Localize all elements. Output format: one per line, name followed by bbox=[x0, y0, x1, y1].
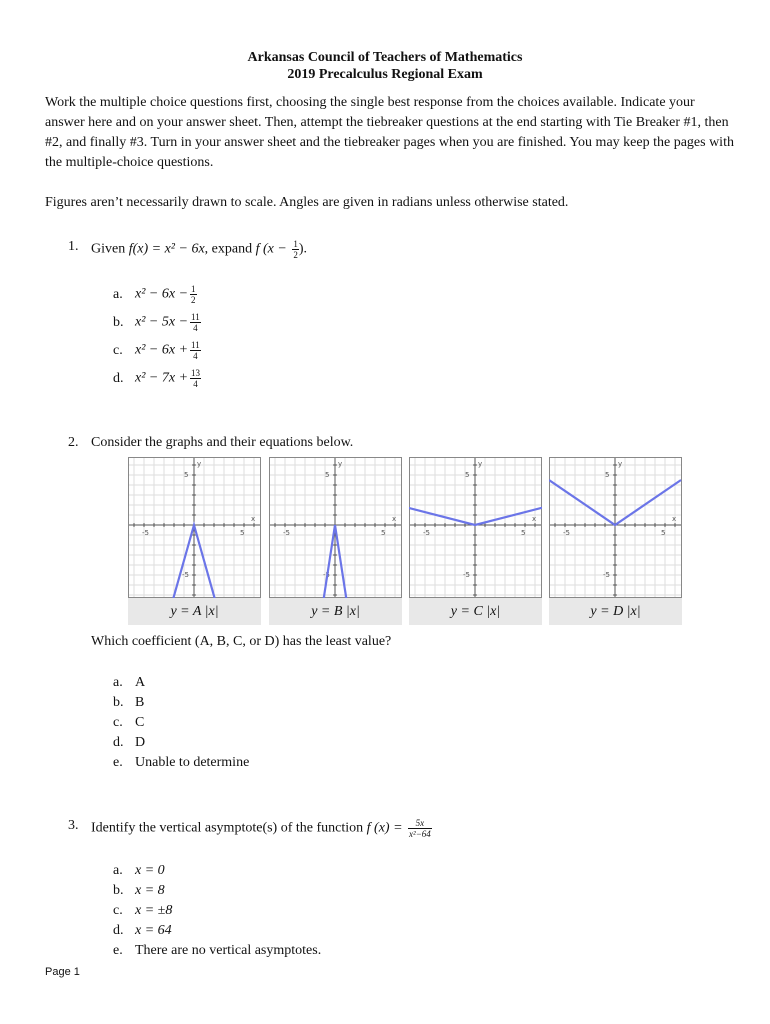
graph-b-plot bbox=[269, 457, 402, 598]
graph-d bbox=[549, 457, 682, 627]
graph-c-tick-pos-x: 5 bbox=[521, 529, 526, 537]
q1-option-c[interactable]: c. x² − 6x + $\frac{11}{4}$ bbox=[113, 340, 200, 361]
graph-c-y-label: y bbox=[478, 460, 483, 468]
graph-d-tick-pos-y: 5 bbox=[605, 471, 610, 479]
graph-b-tick-neg-x: -5 bbox=[283, 529, 290, 537]
graph-b bbox=[269, 457, 402, 627]
q3-option-a[interactable]: a. x = 0 bbox=[113, 863, 165, 878]
q2-option-a[interactable]: a. A bbox=[113, 675, 146, 690]
graph-b-label: y = B |x| bbox=[269, 598, 402, 625]
q2-question: Which coefficient (A, B, C, or D) has the least value? bbox=[91, 634, 392, 649]
q3-text bbox=[91, 818, 432, 839]
q3-option-e[interactable]: e. There are no vertical asymptotes. bbox=[113, 943, 322, 958]
graph-a-x-label: x bbox=[251, 515, 256, 523]
graph-a-tick-pos-y: 5 bbox=[184, 471, 189, 479]
q3-option-c[interactable]: c. x = ±8 bbox=[113, 903, 173, 918]
q3-lead: Identify the vertical asymptote(s) of the function bbox=[91, 820, 364, 836]
instructions-paragraph: Work the multiple choice questions first, choosing the single best response from the choices available. Indicate your answer here and on your answer sheet. Then, attempt the tiebreaker questions at the end starting with Tie Breaker #1, then #2, and finally #3. Turn in your answer sheet and the tiebreaker pages when you are finished. You may keep the pages with the multiple-choice questions. bbox=[45, 95, 734, 170]
graph-b-tick-pos-y: 5 bbox=[325, 471, 330, 479]
graph-b-x-label: x bbox=[392, 515, 397, 523]
graph-c-x-label: x bbox=[532, 515, 537, 523]
graph-c-tick-neg-x: -5 bbox=[423, 529, 430, 537]
graph-c-tick-pos-y: 5 bbox=[465, 471, 470, 479]
graph-d-plot bbox=[549, 457, 682, 598]
q1-option-a[interactable]: a. x² − 6x − $\frac{1}{2}$ bbox=[113, 284, 196, 305]
q1-number: 1. bbox=[68, 239, 79, 254]
graph-d-tick-neg-y: -5 bbox=[603, 571, 610, 579]
q1-option-d[interactable]: d. x² − 7x + $\frac{13}{4}$ bbox=[113, 368, 201, 389]
q1-lead: Given bbox=[91, 241, 126, 257]
q2-option-c[interactable]: c. C bbox=[113, 715, 145, 730]
q1-fraction: $\frac{1}{2}$ bbox=[293, 239, 298, 260]
q1-option-b[interactable]: b. x² − 5x − $\frac{11}{4}$ bbox=[113, 312, 200, 333]
figures-note: Figures aren’t necessarily drawn to scale. Angles are given in radians unless otherwise stated. bbox=[45, 195, 569, 210]
graph-b-y-label: y bbox=[338, 460, 343, 468]
q1-expr: f (x − bbox=[255, 241, 287, 257]
graph-d-x-label: x bbox=[672, 515, 677, 523]
graph-c-label: y = C |x| bbox=[409, 598, 542, 625]
q2-option-b[interactable]: b. B bbox=[113, 695, 145, 710]
graph-a bbox=[128, 457, 261, 627]
graph-c-tick-neg-y: -5 bbox=[463, 571, 470, 579]
q2-option-e[interactable]: e. Unable to determine bbox=[113, 755, 250, 770]
page-number: Page 1 bbox=[45, 966, 80, 978]
graph-d-tick-neg-x: -5 bbox=[563, 529, 570, 537]
graph-a-tick-neg-y: -5 bbox=[182, 571, 189, 579]
graph-d-label: y = D |x| bbox=[549, 598, 682, 625]
graph-d-y-label: y bbox=[618, 460, 623, 468]
q1-options bbox=[113, 284, 201, 396]
q3-options bbox=[113, 861, 321, 961]
q2-option-d[interactable]: d. D bbox=[113, 735, 146, 750]
exam-header-line2: 2019 Precalculus Regional Exam bbox=[287, 67, 483, 82]
q2-text: Consider the graphs and their equations below. bbox=[91, 435, 354, 450]
graph-a-tick-neg-x: -5 bbox=[142, 529, 149, 537]
q1-tail: ). bbox=[298, 241, 307, 257]
graph-a-y-label: y bbox=[197, 460, 202, 468]
q2-number: 2. bbox=[68, 435, 79, 450]
graph-c-plot bbox=[409, 457, 542, 598]
q3-option-d[interactable]: d. x = 64 bbox=[113, 923, 172, 938]
q2-options bbox=[113, 673, 249, 773]
graph-c bbox=[409, 457, 542, 627]
q3-fraction: $\frac{5x}{\text{x²−64}}$ bbox=[409, 818, 431, 839]
q1-function: f(x) = x² − 6x bbox=[128, 241, 205, 257]
q1-text bbox=[91, 239, 307, 260]
graph-b-tick-pos-x: 5 bbox=[381, 529, 386, 537]
graph-a-plot bbox=[128, 457, 261, 598]
graph-a-label: y = A |x| bbox=[128, 598, 261, 625]
graph-a-tick-pos-x: 5 bbox=[240, 529, 245, 537]
q3-option-b[interactable]: b. x = 8 bbox=[113, 883, 165, 898]
q2-graphs bbox=[128, 457, 683, 627]
q3-number: 3. bbox=[68, 818, 79, 833]
q3-function: f (x) = bbox=[366, 820, 403, 836]
graph-b-tick-neg-y: -5 bbox=[323, 571, 330, 579]
exam-header-line1: Arkansas Council of Teachers of Mathematics bbox=[247, 50, 523, 65]
graph-d-tick-pos-x: 5 bbox=[661, 529, 666, 537]
q1-mid: , expand bbox=[204, 241, 253, 257]
